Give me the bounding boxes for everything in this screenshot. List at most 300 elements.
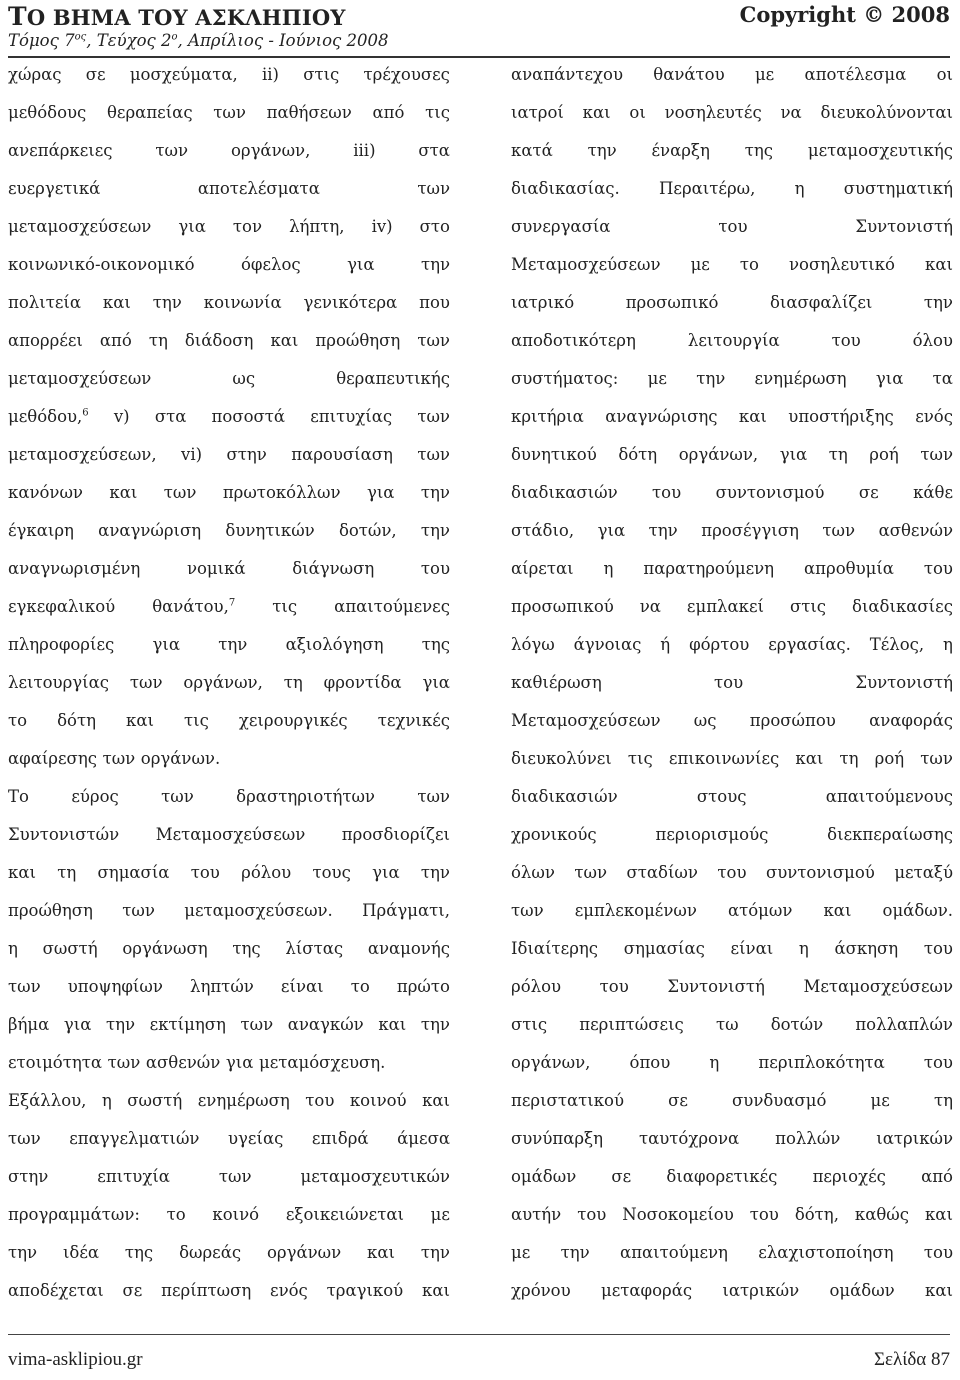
word: είναι [730, 939, 774, 958]
word: πρωτοκόλλων [222, 483, 341, 502]
word: άγνοιας [573, 635, 642, 654]
word: τω [715, 1015, 739, 1034]
text-line [511, 474, 953, 512]
word: του [420, 559, 450, 578]
word: νοσηλευτικό [789, 255, 895, 274]
text-line [8, 360, 450, 398]
word: σε [611, 1167, 632, 1186]
word: Ιδιαίτερης [511, 939, 599, 958]
word: περίπτωση [161, 1281, 252, 1300]
word: την [648, 521, 678, 540]
word: συνύπαρξη [511, 1129, 604, 1148]
text-line [8, 132, 450, 170]
word: των [8, 1129, 41, 1148]
word: της [124, 1243, 154, 1262]
page-number: Σελίδα 87 [873, 1349, 950, 1370]
word: Μεταμοσχεύσεων [511, 255, 661, 274]
text-line [8, 930, 450, 968]
word: δυνητικών [225, 521, 315, 540]
word: κριτήρια [511, 407, 584, 426]
copyright-notice: Copyright © 2008 [739, 2, 950, 27]
text-line [8, 1234, 450, 1272]
word: από [99, 331, 132, 350]
word: με [430, 1205, 450, 1224]
word: μεταμόσχευση. [258, 1053, 386, 1072]
word: συστήματος: [511, 369, 619, 388]
word: των [218, 1167, 252, 1186]
word: απροθυμία [804, 559, 894, 578]
text-line [8, 436, 450, 474]
text-line [8, 1044, 450, 1082]
word: των [107, 1053, 141, 1072]
text-line [511, 284, 953, 322]
word: για [63, 1015, 92, 1034]
word: περιπτώσεις [579, 1015, 684, 1034]
word: χειρουργικές [238, 711, 348, 730]
word: εξοικειώνεται [285, 1205, 404, 1224]
word: θεραπευτικής [336, 369, 450, 388]
word: των [417, 179, 450, 198]
word: ως [232, 369, 256, 388]
word: διάδοση [184, 331, 254, 350]
word: των [163, 483, 197, 502]
word: το [739, 255, 759, 274]
word: αποδέχεται [8, 1281, 104, 1300]
text-line [511, 778, 953, 816]
word: τη [828, 445, 848, 464]
word: ιατρικό [511, 293, 575, 312]
word: αξιολόγηση [285, 635, 384, 654]
word: σημασία [97, 863, 170, 882]
text-line [8, 56, 450, 94]
word: ή [660, 635, 671, 654]
word: κάθε [913, 483, 953, 502]
word: με [870, 1091, 890, 1110]
word: αποτέλεσμα [804, 65, 907, 84]
word: οργάνων, [678, 445, 759, 464]
word: λήπτη, [289, 217, 345, 236]
text-line [511, 360, 953, 398]
word: για [422, 673, 450, 692]
word: επιτυχία [97, 1167, 170, 1186]
word: φροντίδα [323, 673, 402, 692]
word: των [920, 749, 953, 768]
text-line [8, 170, 450, 208]
issue-line: Τόμος $7^{o\varsigma}$, Τεύχος $2^o$, Απρίλιος - Ιούνιος 2008 [8, 31, 389, 50]
text-line [8, 208, 450, 246]
word: νοσηλευτές [664, 103, 762, 122]
word: λίστας [285, 939, 344, 958]
word: επικοινωνίες [668, 749, 780, 768]
text-line [8, 246, 450, 284]
word: με [690, 255, 710, 274]
word: σε [122, 1281, 143, 1300]
text-line [8, 550, 450, 588]
word: παθήσεων [266, 103, 352, 122]
word: των [102, 749, 136, 768]
word: απαιτούμενους [825, 787, 953, 806]
word: η [101, 1091, 112, 1110]
word: πολλών [775, 1129, 841, 1148]
text-line [511, 854, 953, 892]
word: μεταμοσχεύσεων [8, 369, 152, 388]
website-link[interactable]: vima-asklipiou.gr [8, 1349, 143, 1370]
word: στάδιο, [511, 521, 575, 540]
word: και [925, 1281, 953, 1300]
word: συντονισμού [715, 483, 825, 502]
word: την [420, 1243, 450, 1262]
word: σημασίας [623, 939, 705, 958]
word: τραγικού [326, 1281, 404, 1300]
text-line [511, 740, 953, 778]
word: και [795, 749, 824, 768]
word: διασφαλίζει [769, 293, 873, 312]
word: έναρξη [651, 141, 710, 160]
text-line [8, 322, 450, 360]
word: βήμα [8, 1015, 50, 1034]
word: δοτών, [338, 521, 397, 540]
word: και [102, 293, 131, 312]
text-line [511, 246, 953, 284]
word: του [652, 483, 682, 502]
word: μεταμοσχευτικών [300, 1167, 450, 1186]
text-line [8, 664, 450, 702]
word: ιατρικών [722, 1281, 800, 1300]
word: εργασίας. [768, 635, 851, 654]
word: των [122, 901, 155, 920]
word: τις [425, 103, 450, 122]
word: Συντονιστή [855, 673, 953, 692]
word: φόρτου [689, 635, 750, 654]
word: μεταμοσχεύσεων. [184, 901, 333, 920]
word: χρόνου [511, 1281, 571, 1300]
word: Εξάλλου, [8, 1091, 87, 1110]
word: στην [8, 1167, 49, 1186]
word: η [798, 939, 809, 958]
journal-title: ΤΟ ΒΗΜΑ ΤΟΥ ΑΣΚΛΗΠΙΟΥ [8, 2, 346, 31]
word: των [155, 141, 189, 160]
word: του [923, 559, 953, 578]
word: στην [226, 445, 267, 464]
text-line [8, 740, 450, 778]
word: επιτυχίας [310, 407, 393, 426]
word: του [305, 1091, 335, 1110]
word: με [754, 65, 775, 84]
word: την [152, 293, 182, 312]
text-line [511, 322, 953, 360]
word: δραστηριοτήτων [236, 787, 375, 806]
word: υγείας [228, 1129, 284, 1148]
word: της [421, 635, 450, 654]
text-line [511, 930, 953, 968]
word: δυνητικού [511, 445, 597, 464]
word: όπου [629, 1053, 671, 1072]
word: και [109, 483, 138, 502]
word: αναγνωρισμένη [8, 559, 141, 578]
word: που [419, 293, 450, 312]
word: ομάδων [829, 1281, 895, 1300]
word: νομικά [186, 559, 246, 578]
word: διαδικασιών [511, 787, 618, 806]
text-line [511, 1082, 953, 1120]
word: να [639, 597, 661, 616]
word: των [240, 1015, 274, 1034]
word: τη [933, 1091, 953, 1110]
word: στα [154, 407, 187, 426]
text-line [511, 94, 953, 132]
word: θανάτου [653, 65, 725, 84]
word: Μεταμοσχεύσεων [803, 977, 953, 996]
word: ασθενών [878, 521, 953, 540]
word: προγραμμάτων: [8, 1205, 140, 1224]
text-line [8, 892, 450, 930]
word: δοτών [770, 1015, 824, 1034]
text-line [8, 588, 450, 626]
text-line [8, 474, 450, 512]
word: των [574, 863, 607, 882]
word: Περαιτέρω, [659, 179, 756, 198]
text-line [511, 436, 953, 474]
word: ταυτόχρονα [638, 1129, 740, 1148]
word: την [218, 635, 248, 654]
word: την [560, 1243, 590, 1262]
word: των [129, 673, 163, 692]
text-line [511, 588, 953, 626]
word: εμπλακεί [686, 597, 764, 616]
word: στα [418, 141, 450, 160]
word: το [166, 1205, 186, 1224]
word: συντονισμού [765, 863, 875, 882]
word: δότη, [794, 1205, 839, 1224]
word: ατόμων [727, 901, 793, 920]
word: μεταφοράς [600, 1281, 693, 1300]
word: πολλαπλών [855, 1015, 953, 1034]
word: πρώτο [396, 977, 450, 996]
word: για [152, 635, 181, 654]
word: γενικότερα [303, 293, 398, 312]
word: οργάνων, [230, 141, 311, 160]
word: εγκεφαλικού [8, 597, 116, 616]
word: ροή [874, 749, 905, 768]
word: ροή [869, 445, 899, 464]
word: vi) [181, 445, 203, 464]
word: ενός [915, 407, 953, 426]
text-line [8, 1120, 450, 1158]
word: Μεταμοσχεύσεων [155, 825, 306, 844]
word: από [372, 103, 405, 122]
word: διευκολύνονται [820, 103, 953, 122]
word: του [749, 1205, 779, 1224]
word: και [924, 1205, 953, 1224]
word: διαδικασίας. [511, 179, 620, 198]
word: τη [148, 331, 168, 350]
word: τεχνικές [377, 711, 450, 730]
word: τις [272, 597, 298, 616]
word: για [366, 483, 395, 502]
word: θανάτου,$^7$ [152, 597, 236, 616]
text-line [8, 1082, 450, 1120]
word: εμπλεκομένων [574, 901, 697, 920]
word: μεθόδου,$^6$ [8, 407, 89, 426]
word: σε [85, 65, 106, 84]
word: πολιτεία [8, 293, 81, 312]
word: Τέλος, [869, 635, 925, 654]
page-footer [8, 1334, 950, 1370]
word: σε [858, 483, 879, 502]
word: οργάνωση [122, 939, 208, 958]
word: διευκολύνει [511, 749, 612, 768]
word: την [420, 483, 450, 502]
word: Συντονιστή [855, 217, 953, 236]
word: χρονικούς [511, 825, 597, 844]
word: στις [789, 597, 827, 616]
word: σταδίων [626, 863, 698, 882]
text-line [511, 664, 953, 702]
word: των [161, 787, 194, 806]
word: με [647, 369, 667, 388]
word: περιστατικού [511, 1091, 624, 1110]
word: για [597, 521, 626, 540]
word: διάγνωση [292, 559, 375, 578]
word: απαιτούμενες [334, 597, 450, 616]
word: η [943, 635, 953, 654]
word: τον [232, 217, 263, 236]
word: οργάνων, [183, 673, 263, 692]
word: ενός [270, 1281, 308, 1300]
word: παρουσίαση [291, 445, 393, 464]
word: σωστή [42, 939, 98, 958]
text-line [511, 1158, 953, 1196]
word: άσκηση [834, 939, 899, 958]
word: στις [511, 1015, 548, 1034]
word: ενημέρωση [754, 369, 847, 388]
word: άμεσα [397, 1129, 450, 1148]
word: τρέχουσες [363, 65, 450, 84]
text-line [8, 854, 450, 892]
word: της [744, 141, 774, 160]
text-line [8, 778, 450, 816]
text-line [8, 968, 450, 1006]
word: και [422, 1091, 450, 1110]
word: με [511, 1243, 531, 1262]
word: διαφορετικές [666, 1167, 778, 1186]
text-line [511, 702, 953, 740]
word: τη [283, 673, 303, 692]
word: την [420, 863, 450, 882]
word: από [921, 1167, 953, 1186]
word: προώθηση [8, 901, 93, 920]
word: εκτίμηση [149, 1015, 226, 1034]
word: το [350, 977, 370, 996]
word: κατά [511, 141, 553, 160]
word: την [923, 293, 953, 312]
text-line [511, 892, 953, 930]
footnote-marker: 7 [228, 597, 236, 609]
word: μεταξύ [894, 863, 953, 882]
right-column [511, 56, 953, 1310]
word: ληπτών [190, 977, 254, 996]
word: Συντονιστών [8, 825, 120, 844]
word: την [587, 141, 617, 160]
word: των [213, 103, 246, 122]
word: το [8, 711, 28, 730]
word: για [178, 217, 206, 236]
word: ανεπάρκειες [8, 141, 113, 160]
word: οι [936, 65, 953, 84]
text-line [511, 132, 953, 170]
word: Πράγματι, [362, 901, 450, 920]
word: του [923, 1053, 953, 1072]
word: και [823, 901, 852, 920]
text-line [511, 1196, 953, 1234]
word: καθιέρωση [511, 673, 602, 692]
text-line [511, 512, 953, 550]
word: αναφοράς [869, 711, 953, 730]
text-line [511, 1234, 953, 1272]
text-line [511, 550, 953, 588]
word: στους [696, 787, 747, 806]
word: συνεργασία [511, 217, 611, 236]
word: των [417, 445, 450, 464]
word: ως [693, 711, 717, 730]
text-line [8, 1196, 450, 1234]
word: και [270, 331, 299, 350]
word: ιδέα [62, 1243, 100, 1262]
word: του [717, 863, 747, 882]
word: αναγκών [287, 1015, 364, 1034]
text-line [8, 94, 450, 132]
word: αναγνώρισης [605, 407, 718, 426]
word: ποσοστά [211, 407, 286, 426]
text-line [8, 512, 450, 550]
text-line [8, 1158, 450, 1196]
word: η [603, 559, 614, 578]
word: περιπλοκότητα [758, 1053, 885, 1072]
word: περιοχές [812, 1167, 886, 1186]
word: δότη [618, 445, 658, 464]
text-line [511, 56, 953, 94]
text-line [511, 1272, 953, 1310]
text-line [511, 1006, 953, 1044]
word: την [8, 1243, 38, 1262]
text-line [511, 398, 953, 436]
word: της [232, 939, 261, 958]
word: υποστήριξης [788, 407, 894, 426]
text-line [8, 284, 450, 322]
word: αποδοτικότερη [511, 331, 636, 350]
word: την [420, 255, 450, 274]
word: αναπάντεχου [511, 65, 623, 84]
word: Συντονιστή [667, 977, 765, 996]
word: τους [312, 863, 351, 882]
word: κοινωνικό-οικονομικό [8, 255, 195, 274]
word: την [420, 1015, 450, 1034]
word: αίρεται [511, 559, 574, 578]
word: του [714, 673, 744, 692]
word: τη [57, 863, 77, 882]
word: Νοσοκομείου [622, 1205, 734, 1224]
word: όλου [912, 331, 953, 350]
word: δωρεάς [179, 1243, 242, 1262]
word: αναγνώριση [98, 521, 202, 540]
text-line [511, 816, 953, 854]
word: ii) [261, 65, 279, 84]
word: οργάνων, [511, 1053, 591, 1072]
word: προσώπου [749, 711, 836, 730]
word: περιορισμούς [655, 825, 769, 844]
word: ελαχιστοποίηση [758, 1243, 894, 1262]
word: έγκαιρη [8, 521, 74, 540]
